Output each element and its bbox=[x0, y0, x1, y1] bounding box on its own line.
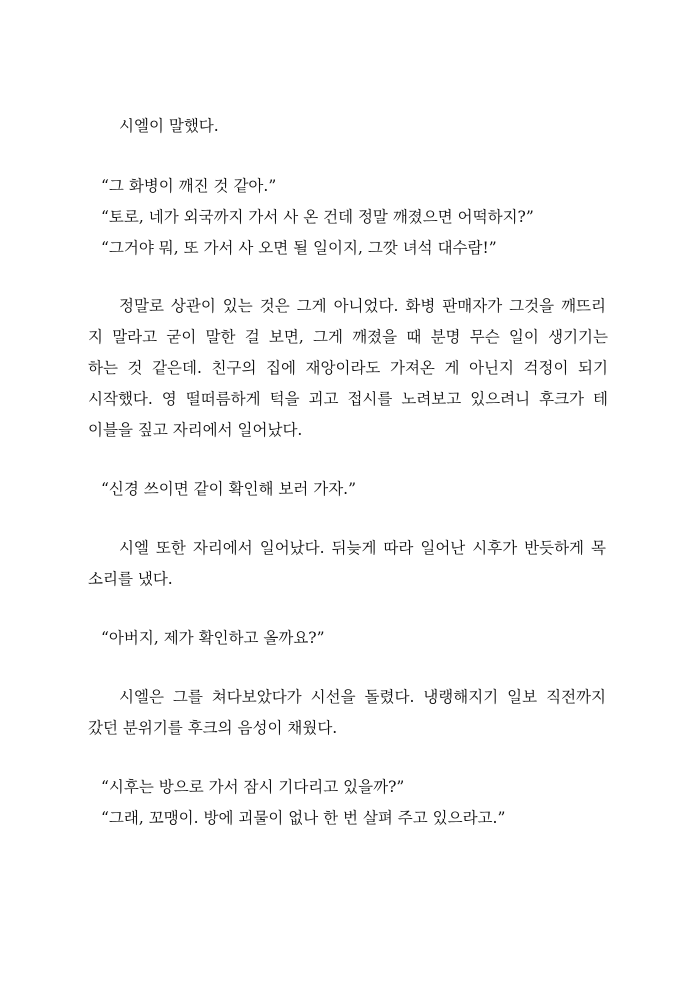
dialogue-line: “신경 쓰이면 같이 확인해 보러 가자.” bbox=[101, 480, 357, 498]
paragraph-line: 정말로 상관이 있는 것은 그게 아니었다. 화병 판매자가 그것을 깨뜨리 bbox=[119, 297, 606, 315]
paragraph-line: 지 말라고 굳이 말한 걸 보면, 그게 깨졌을 때 분명 무슨 일이 생기기는 bbox=[88, 328, 608, 346]
dialogue-line: “그 화병이 깨진 것 같아.” bbox=[101, 177, 277, 195]
narration-line: 시엘이 말했다. bbox=[119, 117, 219, 135]
paragraph-line: 소리를 냈다. bbox=[88, 570, 173, 588]
dialogue-line: “아버지, 제가 확인하고 올까요?” bbox=[101, 629, 325, 647]
dialogue-line: “그래, 꼬맹이. 방에 괴물이 없나 한 번 살펴 주고 있으라고.” bbox=[101, 809, 506, 827]
paragraph-line: 이블을 짚고 자리에서 일어났다. bbox=[88, 421, 303, 439]
paragraph-line: 시작했다. 영 떨떠름하게 턱을 괴고 접시를 노려보고 있으려니 후크가 테 bbox=[88, 390, 608, 408]
paragraph-line: 하는 것 같은데. 친구의 집에 재앙이라도 가져온 게 아닌지 걱정이 되기 bbox=[88, 359, 608, 377]
dialogue-line: “그거야 뭐, 또 가서 사 오면 될 일이지, 그깟 녀석 대수람!” bbox=[101, 239, 497, 257]
dialogue-line: “토로, 네가 외국까지 가서 사 온 건데 정말 깨졌으면 어떡하지?” bbox=[101, 208, 534, 226]
paragraph-line: 시엘은 그를 쳐다보았다가 시선을 돌렸다. 냉랭해지기 일보 직전까지 bbox=[119, 688, 606, 706]
dialogue-line: “시후는 방으로 가서 잠시 기다리고 있을까?” bbox=[101, 778, 405, 796]
paragraph-line: 시엘 또한 자리에서 일어났다. 뒤늦게 따라 일어난 시후가 반듯하게 목 bbox=[119, 539, 606, 557]
paragraph-line: 갔던 분위기를 후크의 음성이 채웠다. bbox=[88, 719, 338, 737]
